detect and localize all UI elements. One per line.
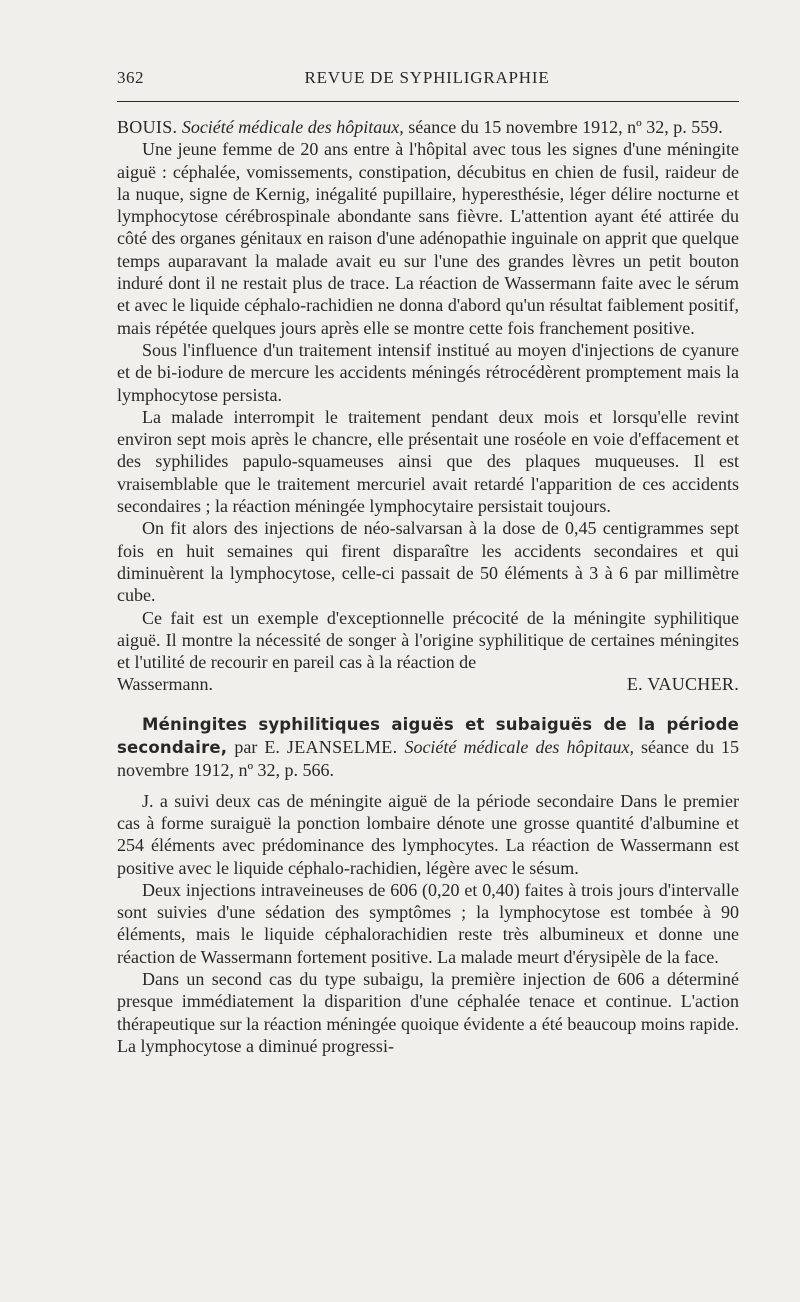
- reference-line: [117, 116, 739, 138]
- paragraph-3: La malade interrompit le traitement pendant deux mois et lorsqu'elle revint environ sept mois après le chancre, elle présentait une roséole en voie d'effacement et des syphilides papulo-squameuses ainsi que des plaques muqueuses. Il est vraisemblable que le traitement mercuriel avait retardé l'apparition de ces accidents secondaires ; la réaction méningée lymphocytaire persistait toujours.: [117, 406, 739, 517]
- paragraph-6: J. a suivi deux cas de méningite aiguë de la période secondaire Dans le premier cas à forme suraiguë la ponction lombaire dénote une grosse quantité d'albumine et 254 éléments avec prédominance des lymphocytes. La réaction de Wassermann est positive avec le liquide céphalo-rachidien, légère avec le sésum.: [117, 790, 739, 878]
- page-number: 362: [117, 68, 144, 87]
- reference-details: séance du 15 novembre 1912, nº 32, p. 559.: [408, 117, 723, 137]
- signature: E. VAUCHER.: [626, 674, 739, 695]
- article-title-block: [117, 713, 739, 782]
- running-title: REVUE DE SYPHILIGRAPHIE: [304, 68, 550, 87]
- signature-line: [117, 673, 739, 695]
- paragraph-2: Sous l'influence d'un traitement intensif institué au moyen d'injections de cyanure et de bi-iodure de mercure les accidents méningés rétrocédèrent promptement mais la lymphocytose persista.: [117, 339, 739, 405]
- paragraph-5-end: Wassermann.: [117, 674, 214, 695]
- article-by: par E.: [234, 737, 280, 758]
- spacer: [117, 782, 739, 790]
- paragraph-4: On fit alors des injections de néo-salvarsan à la dose de 0,45 centigrammes sept fois en huit semaines qui firent disparaître les accidents secondaires et qui diminuèrent la lymphocytose, celle-ci passait de 50 éléments à 3 à 6 par millimètre cube.: [117, 518, 739, 606]
- paragraph-7: Deux injections intraveineuses de 606 (0,20 et 0,40) faites à trois jours d'intervalle sont suivies d'une sédation des symptômes ; la lymphocytose est tombée à 90 éléments, mais le liquide céphalorachidien reste très albumineux et donne une réaction de Wassermann fortement positive. La malade meurt d'érysipèle de la face.: [117, 879, 739, 967]
- reference-author: BOUIS.: [117, 117, 178, 137]
- page-body: [117, 116, 739, 1057]
- article-reference: séance du 15 novembre 1912, nº 32, p. 566.: [117, 737, 740, 781]
- reference-journal: Société médicale des hôpitaux,: [181, 117, 404, 137]
- article-author: JEANSELME.: [286, 737, 398, 758]
- header-rule: [117, 101, 739, 102]
- article-journal: Société médicale des hôpitaux,: [404, 737, 634, 758]
- page-header: [117, 68, 737, 92]
- article-title: Méningites syphilitiques aiguës et subaiguës de la période secondaire,: [117, 714, 739, 758]
- paragraph-5: Ce fait est un exemple d'exceptionnelle précocité de la méningite syphilitique aiguë. Il montre la nécessité de songer à l'origine syphilitique de certaines méningites et l'utilité de recourir en pareil cas à la réaction de: [117, 607, 739, 673]
- paragraph-1: Une jeune femme de 20 ans entre à l'hôpital avec tous les signes d'une méningite aiguë : céphalée, vomissements, constipation, décubitus en chien de fusil, raideur de la nuque, signe de Kernig, inégalité pupillaire, hyperesthésie, léger délire nocturne et lymphocytose cérébrospinale abondante sans fièvre. L'attention ayant été attirée du côté des organes génitaux en raison d'une adénopathie inguinale on apprit que quelque temps auparavant la malade avait eu sur l'une des grandes lèvres un petit bouton induré dont il ne restait plus de trace. La réaction de Wassermann faite avec le sérum et avec le liquide céphalo-rachidien ne donna d'abord qu'un résultat faiblement positif, mais répétée quelques jours après elle se montre cette fois franchement positive.: [117, 139, 739, 338]
- paragraph-8: Dans un second cas du type subaigu, la première injection de 606 a déterminé presque immédiatement la disparition d'une céphalée tenace et continue. L'action thérapeutique sur la réaction méningée quoique évidente a été beaucoup moins rapide. La lymphocytose a diminué progressi-: [117, 968, 739, 1056]
